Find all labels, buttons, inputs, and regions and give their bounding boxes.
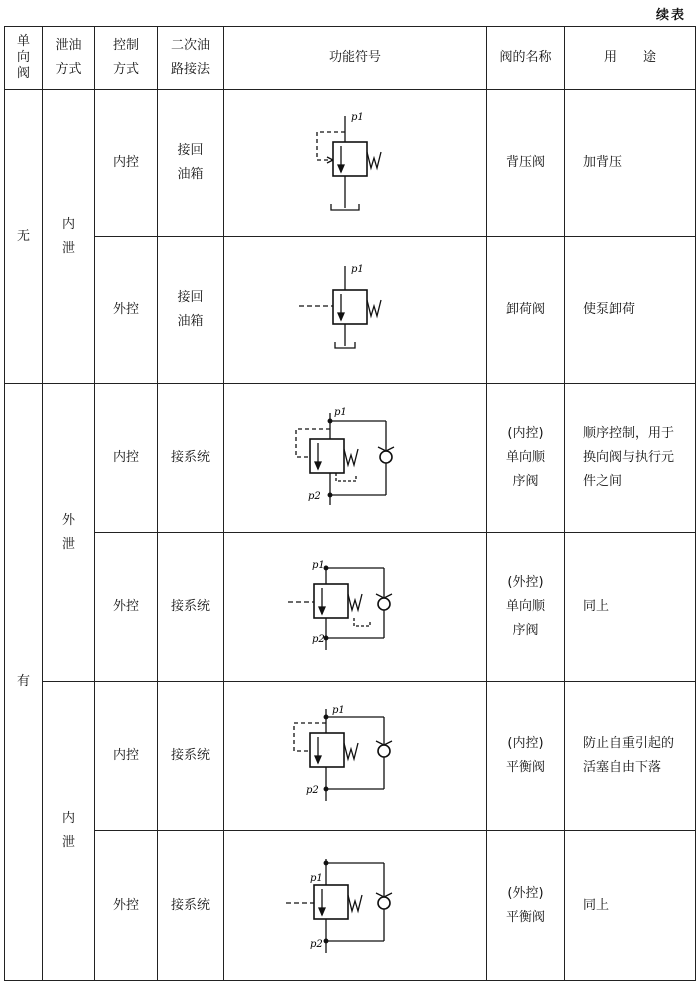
control-cell: 内控 [95, 90, 158, 237]
drain-internal-group: 内 泄 [43, 90, 95, 384]
valve-name-cell: (外控) 单向顺 序阀 [487, 533, 565, 682]
valve-name-cell: (内控) 平衡阀 [487, 682, 565, 831]
control-cell: 外控 [95, 237, 158, 384]
line-cell: 接回 油箱 [158, 90, 224, 237]
valve-name-cell: (内控) 单向顺 序阀 [487, 384, 565, 533]
drain-external-group: 外 泄 [43, 384, 95, 682]
control-cell: 外控 [95, 831, 158, 981]
back-pressure-valve-symbol [295, 108, 415, 218]
pressure-label: p2 [310, 938, 323, 950]
symbol-cell [224, 384, 487, 533]
header-check-valve: 单 向 阀 [5, 27, 43, 90]
pressure-label: p1 [332, 705, 345, 716]
usage-cell: 防止自重引起的活塞自由下落 [565, 682, 696, 831]
header-valve-name: 阀的名称 [487, 27, 565, 90]
internal-balance-valve-symbol [280, 701, 430, 811]
line-cell: 接系统 [158, 682, 224, 831]
pressure-label: p2 [312, 634, 325, 645]
table-row [5, 384, 696, 533]
valve-table [4, 26, 696, 981]
unloading-valve-symbol [295, 260, 415, 360]
usage-cell: 同上 [565, 831, 696, 981]
pressure-label: p2 [306, 785, 319, 796]
header-secondary-line: 二次油 路接法 [158, 27, 224, 90]
header-row [5, 27, 696, 90]
table-row [5, 831, 696, 981]
header-symbol: 功能符号 [224, 27, 487, 90]
table-row [5, 90, 696, 237]
drain-internal-group: 内 泄 [43, 682, 95, 981]
pressure-label: p1 [310, 872, 323, 884]
usage-cell: 同上 [565, 533, 696, 682]
control-cell: 内控 [95, 682, 158, 831]
header-usage: 用 途 [565, 27, 696, 90]
control-cell: 内控 [95, 384, 158, 533]
usage-cell: 顺序控制，用于换向阀与执行元件之间 [565, 384, 696, 533]
line-cell: 接系统 [158, 831, 224, 981]
internal-sequence-valve-symbol [280, 403, 430, 513]
symbol-cell [224, 237, 487, 384]
valve-name-cell: 背压阀 [487, 90, 565, 237]
usage-cell: 使泵卸荷 [565, 237, 696, 384]
external-balance-valve-symbol [280, 851, 430, 961]
pressure-label: p2 [308, 491, 321, 502]
valve-name-cell: (外控) 平衡阀 [487, 831, 565, 981]
valve-name-cell: 卸荷阀 [487, 237, 565, 384]
usage-cell: 加背压 [565, 90, 696, 237]
pressure-label: p1 [351, 112, 364, 123]
table-row [5, 237, 696, 384]
line-cell: 接系统 [158, 533, 224, 682]
control-cell: 外控 [95, 533, 158, 682]
header-drain-mode: 泄油 方式 [43, 27, 95, 90]
check-valve-none: 无 [5, 90, 43, 384]
pressure-label: p1 [334, 407, 347, 418]
table-row [5, 682, 696, 831]
table-caption: 续表 [655, 8, 686, 23]
pressure-label: p1 [312, 560, 325, 571]
external-sequence-valve-symbol [280, 552, 430, 662]
symbol-cell [224, 533, 487, 682]
symbol-cell [224, 682, 487, 831]
line-cell: 接回 油箱 [158, 237, 224, 384]
line-cell: 接系统 [158, 384, 224, 533]
symbol-cell [224, 831, 487, 981]
header-control-mode: 控制 方式 [95, 27, 158, 90]
check-valve-yes: 有 [5, 384, 43, 981]
table-row [5, 533, 696, 682]
pressure-label: p1 [351, 264, 364, 275]
symbol-cell [224, 90, 487, 237]
